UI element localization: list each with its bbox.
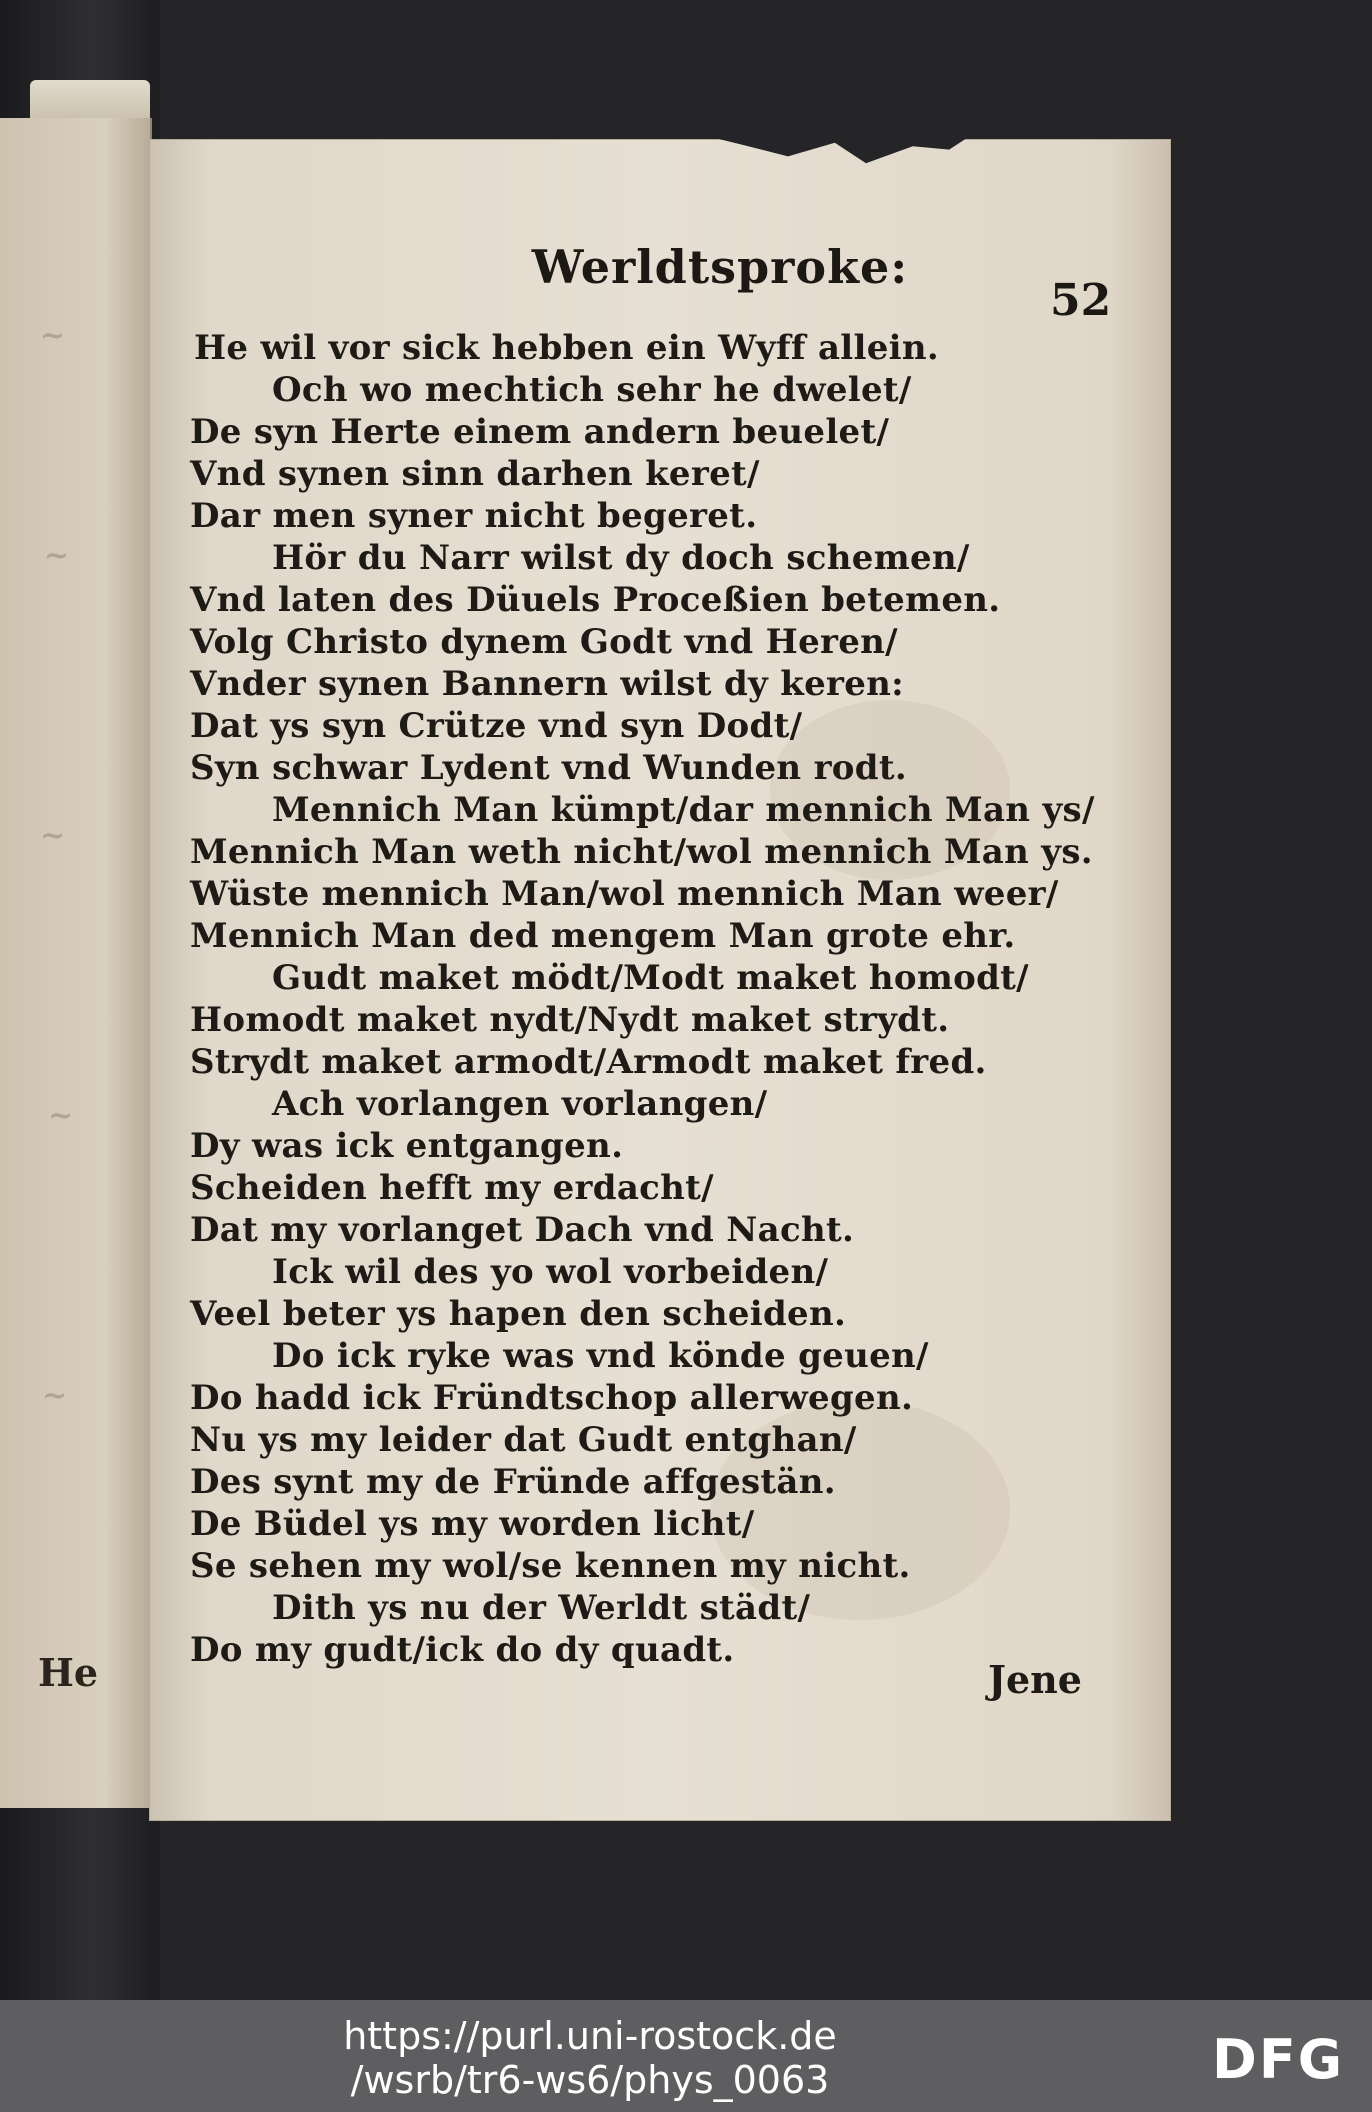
text-line: Vnd laten des Düuels Proceßien betemen. — [190, 580, 1001, 620]
text-line: De Büdel ys my worden licht/ — [190, 1504, 755, 1544]
faded-text-mark: ~ — [44, 538, 70, 573]
faded-text-mark: ~ — [40, 818, 66, 853]
text-line: Se sehen my wol/se kennen my nicht. — [190, 1546, 911, 1586]
faded-text-mark: ~ — [48, 1098, 74, 1133]
text-line: Ick wil des yo wol vorbeiden/ — [272, 1252, 829, 1292]
text-line: He wil vor sick hebben ein Wyff allein. — [194, 328, 940, 368]
text-line: Dar men syner nicht begeret. — [190, 496, 758, 536]
text-line: Strydt maket armodt/Armodt maket fred. — [190, 1042, 987, 1082]
permalink-line-1[interactable]: https://purl.uni-rostock.de — [343, 2014, 837, 2058]
text-line: Dat ys syn Crütze vnd syn Dodt/ — [190, 706, 803, 746]
text-line: Syn schwar Lydent vnd Wunden rodt. — [190, 748, 907, 788]
permalink-line-2[interactable]: /wsrb/tr6-ws6/phys_0063 — [350, 2058, 830, 2102]
text-line: Hör du Narr wilst dy doch schemen/ — [272, 538, 970, 578]
text-line: Gudt maket mödt/Modt maket homodt/ — [272, 958, 1029, 998]
text-line: Wüste mennich Man/wol mennich Man weer/ — [190, 874, 1059, 914]
text-line: Mennich Man ded mengem Man grote ehr. — [190, 916, 1016, 956]
text-line: Ach vorlangen vorlangen/ — [272, 1084, 768, 1124]
text-line: Mennich Man weth nicht/wol mennich Man ys. — [190, 832, 1093, 872]
text-line: Och wo mechtich sehr he dwelet/ — [272, 370, 912, 410]
text-line: Volg Christo dynem Godt vnd Heren/ — [190, 622, 898, 662]
text-line: Vnder synen Bannern wilst dy keren: — [190, 664, 905, 704]
text-line: Dith ys nu der Werldt städt/ — [272, 1588, 811, 1628]
text-line: Nu ys my leider dat Gudt entghan/ — [190, 1420, 857, 1460]
text-line: De syn Herte einem andern beuelet/ — [190, 412, 890, 452]
faded-text-mark: ~ — [42, 1378, 68, 1413]
text-line: Dy was ick entgangen. — [190, 1126, 624, 1166]
text-line: Mennich Man kümpt/dar mennich Man ys/ — [272, 790, 1095, 830]
left-page-edge — [0, 118, 152, 1808]
torn-edge — [710, 136, 970, 170]
text-line: Do my gudt/ick do dy quadt. — [190, 1630, 735, 1670]
catchword: Jene — [988, 1657, 1082, 1702]
text-line: Dat my vorlanget Dach vnd Nacht. — [190, 1210, 855, 1250]
left-page-catchword: He — [38, 1650, 99, 1695]
text-line: Scheiden hefft my erdacht/ — [190, 1168, 714, 1208]
text-line: Do hadd ick Fründtschop allerwegen. — [190, 1378, 914, 1418]
footer-bar — [0, 2000, 1372, 2112]
text-line: Vnd synen sinn darhen keret/ — [190, 454, 760, 494]
dfg-logo: DFG — [1212, 2028, 1345, 2091]
page-number: 52 — [1050, 275, 1112, 326]
text-line: Do ick ryke was vnd könde geuen/ — [272, 1336, 929, 1376]
text-line: Veel beter ys hapen den scheiden. — [190, 1294, 847, 1334]
faded-text-mark: ~ — [40, 318, 66, 353]
document-page — [150, 140, 1170, 1820]
text-line: Homodt maket nydt/Nydt maket strydt. — [190, 1000, 950, 1040]
running-heading: Werldtsproke: — [531, 240, 909, 294]
text-line: Des synt my de Fründe affgestän. — [190, 1462, 836, 1502]
